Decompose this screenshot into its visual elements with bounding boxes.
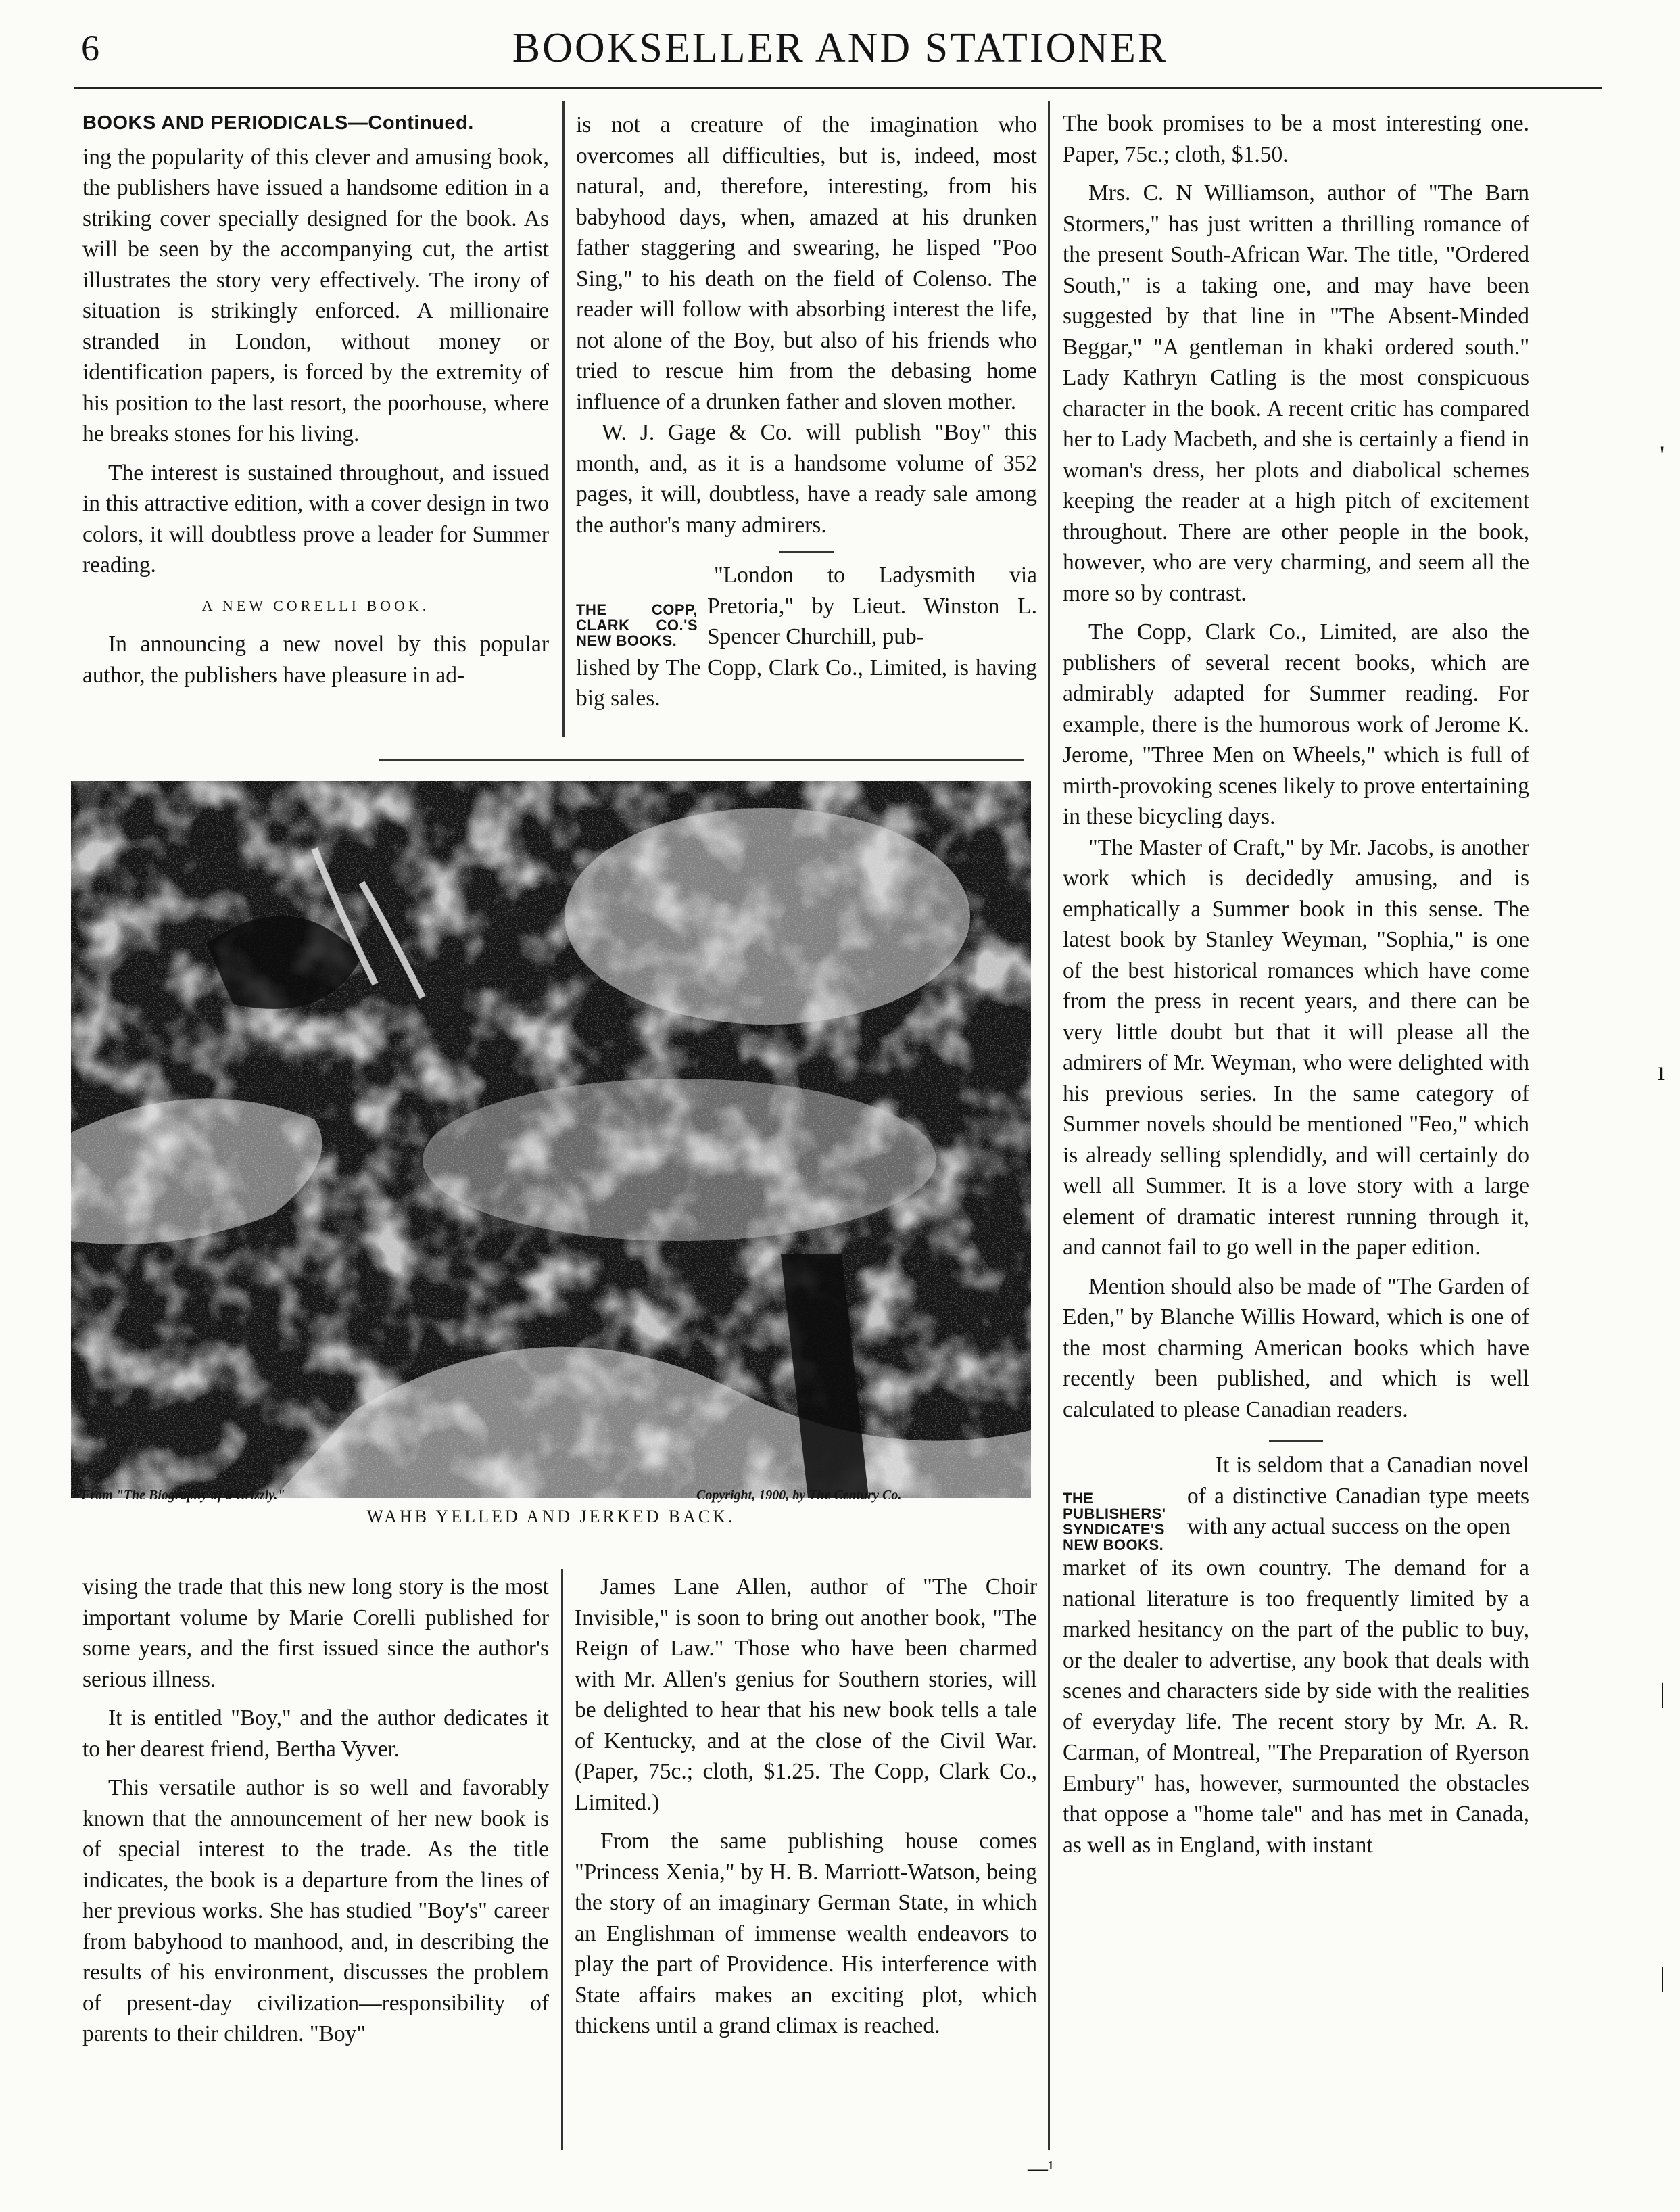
paragraph: In announcing a new novel by this popular author, the publishers have pleasure in ad- <box>82 632 549 688</box>
subheading: A NEW CORELLI BOOK. <box>201 596 430 614</box>
margin-mark: ' <box>1660 440 1665 471</box>
paragraph: The interest is sustained throughout, and issued in this attractive edition, with a cover design in two colors, it will doubtless prove a leader for Summer reading. <box>82 460 549 578</box>
running-title: BOOKSELLER AND STATIONER <box>512 25 1168 71</box>
paragraph: The book promises to be a most interesting one. Paper, 75c.; cloth, $1.50. <box>1063 111 1529 167</box>
column-1-bottom <box>82 1572 549 2050</box>
section-heading: BOOKS AND PERIODICALS—Continued. <box>82 112 474 134</box>
side-label: THE PUBLISHERS' SYNDICATE'S NEW BOOKS. <box>1063 1490 1166 1553</box>
photo-credit-right: Copyright, 1900, by The Century Co. <box>696 1488 902 1503</box>
short-rule <box>779 551 834 553</box>
paragraph: It is seldom that a Canadian novel of a distinctive Canadian type meets with any actual success on the open <box>1187 1453 1529 1539</box>
illustration-photo <box>71 781 1031 1498</box>
photo-caption: WAHB YELLED AND JERKED BACK. <box>366 1507 736 1526</box>
paragraph: "The Master of Craft," by Mr. Jacobs, is another work which is decidedly amusing, and is emphatically a Summer book in this sense. The latest book by Stanley Weyman, "Sophia," is one of the best historical romances which have come from the press in recent years, and there can be very little doubt but that it will please all the admirers of Mr. Weyman, who were delighted with his previous series. In the same category of Summer novels should be mentioned "Feo," which is already selling splendidly, and will certainly do well all Summer. It is a love story with a large element of dramatic interest running through it, and cannot fail to go well in the paper edition. <box>1063 834 1529 1260</box>
paragraph: From the same publishing house comes "Princess Xenia," by H. B. Marriott-Watson, being the story of an imaginary German State, in which an Englishman of immense wealth endeavors to play the part of Providence. His interference with State affairs makes an exciting plot, which thickens until a grand climax is reached. <box>575 1829 1037 2038</box>
paragraph: market of its own country. The demand for a national literature is too frequently limited by a marked hesitancy on the part of the public to buy, or the dealer to advertise, any book that deals with scenes and characters side by side with the realities of everyday life. The recent story by Mr. A. R. Carman, of Montreal, "The Preparation of Ryerson Embury" has, however, surmounted the obstacles that oppose a "home tale" and has met in Canada, as well as in England, with instant <box>1063 1555 1529 1858</box>
paragraph: Mrs. C. N Williamson, author of "The Barn Stormers," has just written a thrilling romance of the present South-African War. The title, "Ordered South," is a taking one, and may have been suggested by that line in "The Absent-Minded Beggar," "A gentleman in khaki ordered south." Lady Kathryn Catling is the most conspicuous character in the book. A recent critic has compared her to Lady Macbeth, and she is certainly a fiend in woman's dress, her plots and diabolical schemes keeping the reader at a high pitch of excitement throughout. There are other people in the book, however, who are very charming, and seem all the more so by contrast. <box>1063 181 1529 606</box>
forest-scene-image <box>71 781 1031 1498</box>
header-rule <box>74 87 1602 89</box>
section-rule <box>379 759 1024 761</box>
paragraph: "London to Ladysmith via Pretoria," by Lieut. Winston L. Spencer Churchill, pub- <box>707 563 1037 649</box>
paragraph: The Copp, Clark Co., Limited, are also the publishers of several recent books, which are admirably adapted for Summer reading. For example, there is the humorous work of Jerome K. Jerome, "Three Men on Wheels," which is full of mirth-provoking scenes likely to prove entertaining in these bicycling days. <box>1063 619 1529 829</box>
column-3 <box>1063 108 1529 1860</box>
short-rule <box>1269 1440 1323 1442</box>
paragraph: It is entitled "Boy," and the author dedicates it to her dearest friend, Bertha Vyver. <box>82 1705 549 1762</box>
column-1-top <box>82 108 549 690</box>
column-2-top <box>576 110 1037 714</box>
paragraph: vising the trade that this new long story is the most important volume by Marie Corelli published for some years, and the first issued since the author's serious illness. <box>82 1574 549 1692</box>
column-2-bottom <box>575 1572 1037 2042</box>
paragraph: ing the popularity of this clever and amusing book, the publishers have issued a handsome edition in a striking cover specially designed for the book. As will be seen by the accompanying cut, the artist illustrates the story very effectively. The irony of situation is strikingly enforced. A millionaire stranded in London, without money or identification papers, is forced by the extremity of his position to the last resort, the poorhouse, where he breaks stones for his living. <box>82 144 549 446</box>
column-divider <box>1048 101 1050 2150</box>
margin-mark: | <box>1660 1678 1666 1708</box>
paragraph: This versatile author is so well and favorably known that the announcement of her new book is of special interest to the trade. As the title indicates, the book is a departure from the lines of her previous works. She has studied "Boy's" career from babyhood to manhood, and, in describing the results of his environment, discusses the problem of present-day civilization—responsibility of parents to their children. "Boy" <box>82 1775 549 2046</box>
margin-mark: ı <box>1658 1056 1666 1086</box>
paragraph: W. J. Gage & Co. will publish "Boy" this month, and, as it is a handsome volume of 352 pages, it will, doubtless, have a ready sale among the author's many admirers. <box>576 420 1037 538</box>
margin-mark: | <box>1660 1962 1666 1992</box>
photo-credit-left: From "The Biography of a Grizzly." <box>81 1488 285 1503</box>
paragraph: James Lane Allen, author of "The Choir Invisible," is soon to bring out another book, "The Reign of Law." Those who have been charmed with Mr. Allen's genius for Southern stories, will be delighted to hear that his new book tells a tale of Kentucky, and at the close of the Civil War. (Paper, 75c.; cloth, $1.25. The Copp, Clark Co., Limited.) <box>575 1574 1037 1815</box>
paragraph: is not a creature of the imagination who overcomes all difficulties, but is, indeed, most natural, and, therefore, interesting, from his babyhood days, when, amazed at his drunken father staggering and swearing, he lisped "Poo Sing," to his death on the field of Colenso. The reader will follow with absorbing interest the life, not alone of the Boy, but also of his friends who tried to rescue him from the debasing home influence of a drunken father and sloven mother. <box>576 112 1037 415</box>
footer-mark: —¹ <box>1028 2157 1054 2180</box>
paragraph: Mention should also be made of "The Garden of Eden," by Blanche Willis Howard, which is one of the most charming American books which have recently been published, and which is well calculated to please Canadian readers. <box>1063 1273 1529 1422</box>
side-label: THE COPP, CLARK CO.'S NEW BOOKS. <box>576 601 698 649</box>
column-divider <box>562 101 565 737</box>
page-number: 6 <box>81 28 99 68</box>
column-divider <box>561 1569 563 2150</box>
paragraph: lished by The Copp, Clark Co., Limited, is having big sales. <box>576 655 1037 711</box>
